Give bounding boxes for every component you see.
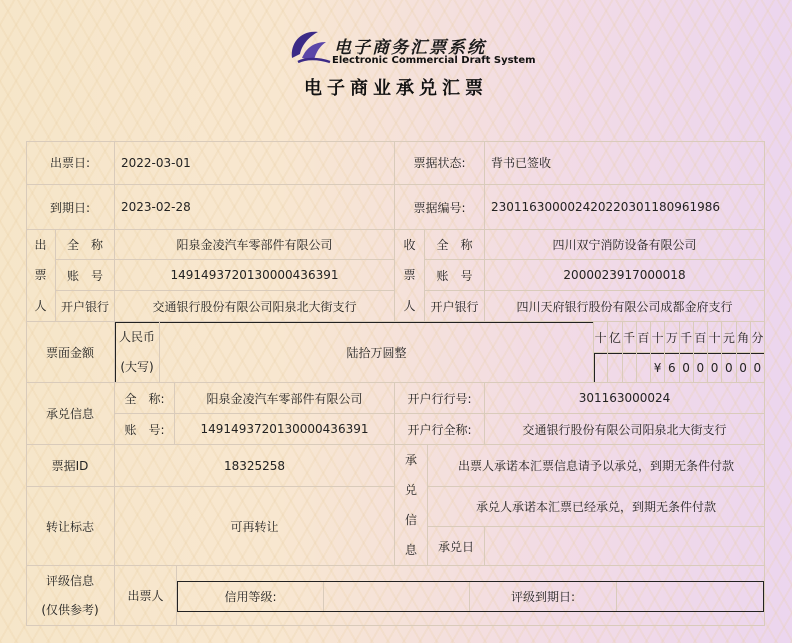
acceptor-bank-name-label: 开户行全称: <box>395 414 485 445</box>
drawer-promise: 出票人承诺本汇票信息请予以承兑，到期无条件付款 <box>428 445 765 487</box>
credit-grade-label: 信用等级: <box>178 582 324 611</box>
rating-box <box>177 581 764 612</box>
amount-digit-4: ¥ <box>651 353 665 383</box>
transfer-label: 转让标志 <box>26 487 115 566</box>
rating-party: 出票人 <box>115 566 177 626</box>
amount-unit-6: 千 <box>680 322 694 353</box>
bill-id-label: 票据ID <box>26 445 115 487</box>
drawer-account: 1491493720130000436391 <box>115 260 395 291</box>
bill-id: 18325258 <box>115 445 395 487</box>
drawer-name-label: 全 称 <box>56 230 115 260</box>
acceptor-account: 1491493720130000436391 <box>175 414 395 445</box>
issue-date: 2022-03-01 <box>115 141 395 185</box>
status-label: 票据状态: <box>395 141 485 185</box>
due-date: 2023-02-28 <box>115 185 395 230</box>
amount-digit-3 <box>637 353 651 383</box>
amount-digit-2 <box>623 353 637 383</box>
amount-digit-1 <box>608 353 622 383</box>
payee-name: 四川双宁消防设备有限公司 <box>485 230 765 260</box>
payee-account: 2000023917000018 <box>485 260 765 291</box>
bill-number: 230116300002420220301180961986 <box>485 185 765 230</box>
document-header <box>0 0 792 140</box>
status-value: 背书已签收 <box>485 141 765 185</box>
amount-unit-0: 十 <box>594 322 608 353</box>
amount-unit-5: 万 <box>665 322 679 353</box>
acceptor-name: 阳泉金凌汽车零部件有限公司 <box>175 383 395 414</box>
rating-expiry-label: 评级到期日: <box>470 582 617 611</box>
acceptor-promise: 承兑人承诺本汇票已经承兑，到期无条件付款 <box>428 487 765 527</box>
drawer-side-label: 出 票 人 <box>26 230 56 322</box>
amount-unit-9: 元 <box>722 322 736 353</box>
drawer-name: 阳泉金凌汽车零部件有限公司 <box>115 230 395 260</box>
brand-chinese: 电子商务汇票系统 <box>334 38 486 58</box>
amount-unit-2: 千 <box>623 322 637 353</box>
credit-grade <box>324 582 470 611</box>
acceptor-bank-no-label: 开户行行号: <box>395 383 485 414</box>
commitment-side-label: 承 兑 信 息 <box>395 445 428 566</box>
brand-english: Electronic Commercial Draft System <box>332 55 536 66</box>
transfer-value: 可再转让 <box>115 487 395 566</box>
amount-unit-10: 角 <box>737 322 751 353</box>
amount-digit-0 <box>594 353 608 383</box>
acceptor-bank-name: 交通银行股份有限公司阳泉北大街支行 <box>485 414 765 445</box>
amount-digit-6: 0 <box>680 353 694 383</box>
rating-label: 评级信息 (仅供参考) <box>26 566 115 626</box>
accept-date <box>485 527 765 566</box>
amount-unit-3: 百 <box>637 322 651 353</box>
amount-digit-9: 0 <box>722 353 736 383</box>
amount-unit-8: 十 <box>708 322 722 353</box>
issue-date-label: 出票日: <box>26 141 115 185</box>
amount-digit-11: 0 <box>751 353 765 383</box>
amount-unit-4: 十 <box>651 322 665 353</box>
amount-unit-1: 亿 <box>608 322 622 353</box>
amount-digit-5: 6 <box>665 353 679 383</box>
acceptor-name-label: 全 称: <box>115 383 175 414</box>
acceptor-bank-no: 301163000024 <box>485 383 765 414</box>
currency-label: 人民币 (大写) <box>115 322 160 383</box>
amount-unit-11: 分 <box>751 322 765 353</box>
payee-bank-label: 开户银行 <box>425 291 485 322</box>
acceptor-account-label: 账 号: <box>115 414 175 445</box>
draft-system-logo-icon <box>288 28 332 68</box>
amount-unit-7: 百 <box>694 322 708 353</box>
accept-date-label: 承兑日 <box>428 527 485 566</box>
bill-number-label: 票据编号: <box>395 185 485 230</box>
amount-digit-7: 0 <box>694 353 708 383</box>
payee-account-label: 账 号 <box>425 260 485 291</box>
drawer-bank: 交通银行股份有限公司阳泉北大街支行 <box>115 291 395 322</box>
drawer-account-label: 账 号 <box>56 260 115 291</box>
amount-digit-8: 0 <box>708 353 722 383</box>
amount-label: 票面金额 <box>26 322 115 383</box>
due-date-label: 到期日: <box>26 185 115 230</box>
amount-digit-10: 0 <box>737 353 751 383</box>
drawer-bank-label: 开户银行 <box>56 291 115 322</box>
rating-expiry <box>617 582 762 611</box>
payee-name-label: 全 称 <box>425 230 485 260</box>
document-title: 电子商业承兑汇票 <box>304 78 488 99</box>
amount-in-words: 陆拾万圆整 <box>160 322 594 383</box>
acceptor-label: 承兑信息 <box>26 383 115 445</box>
payee-bank: 四川天府银行股份有限公司成都金府支行 <box>485 291 765 322</box>
payee-side-label: 收 票 人 <box>395 230 425 322</box>
